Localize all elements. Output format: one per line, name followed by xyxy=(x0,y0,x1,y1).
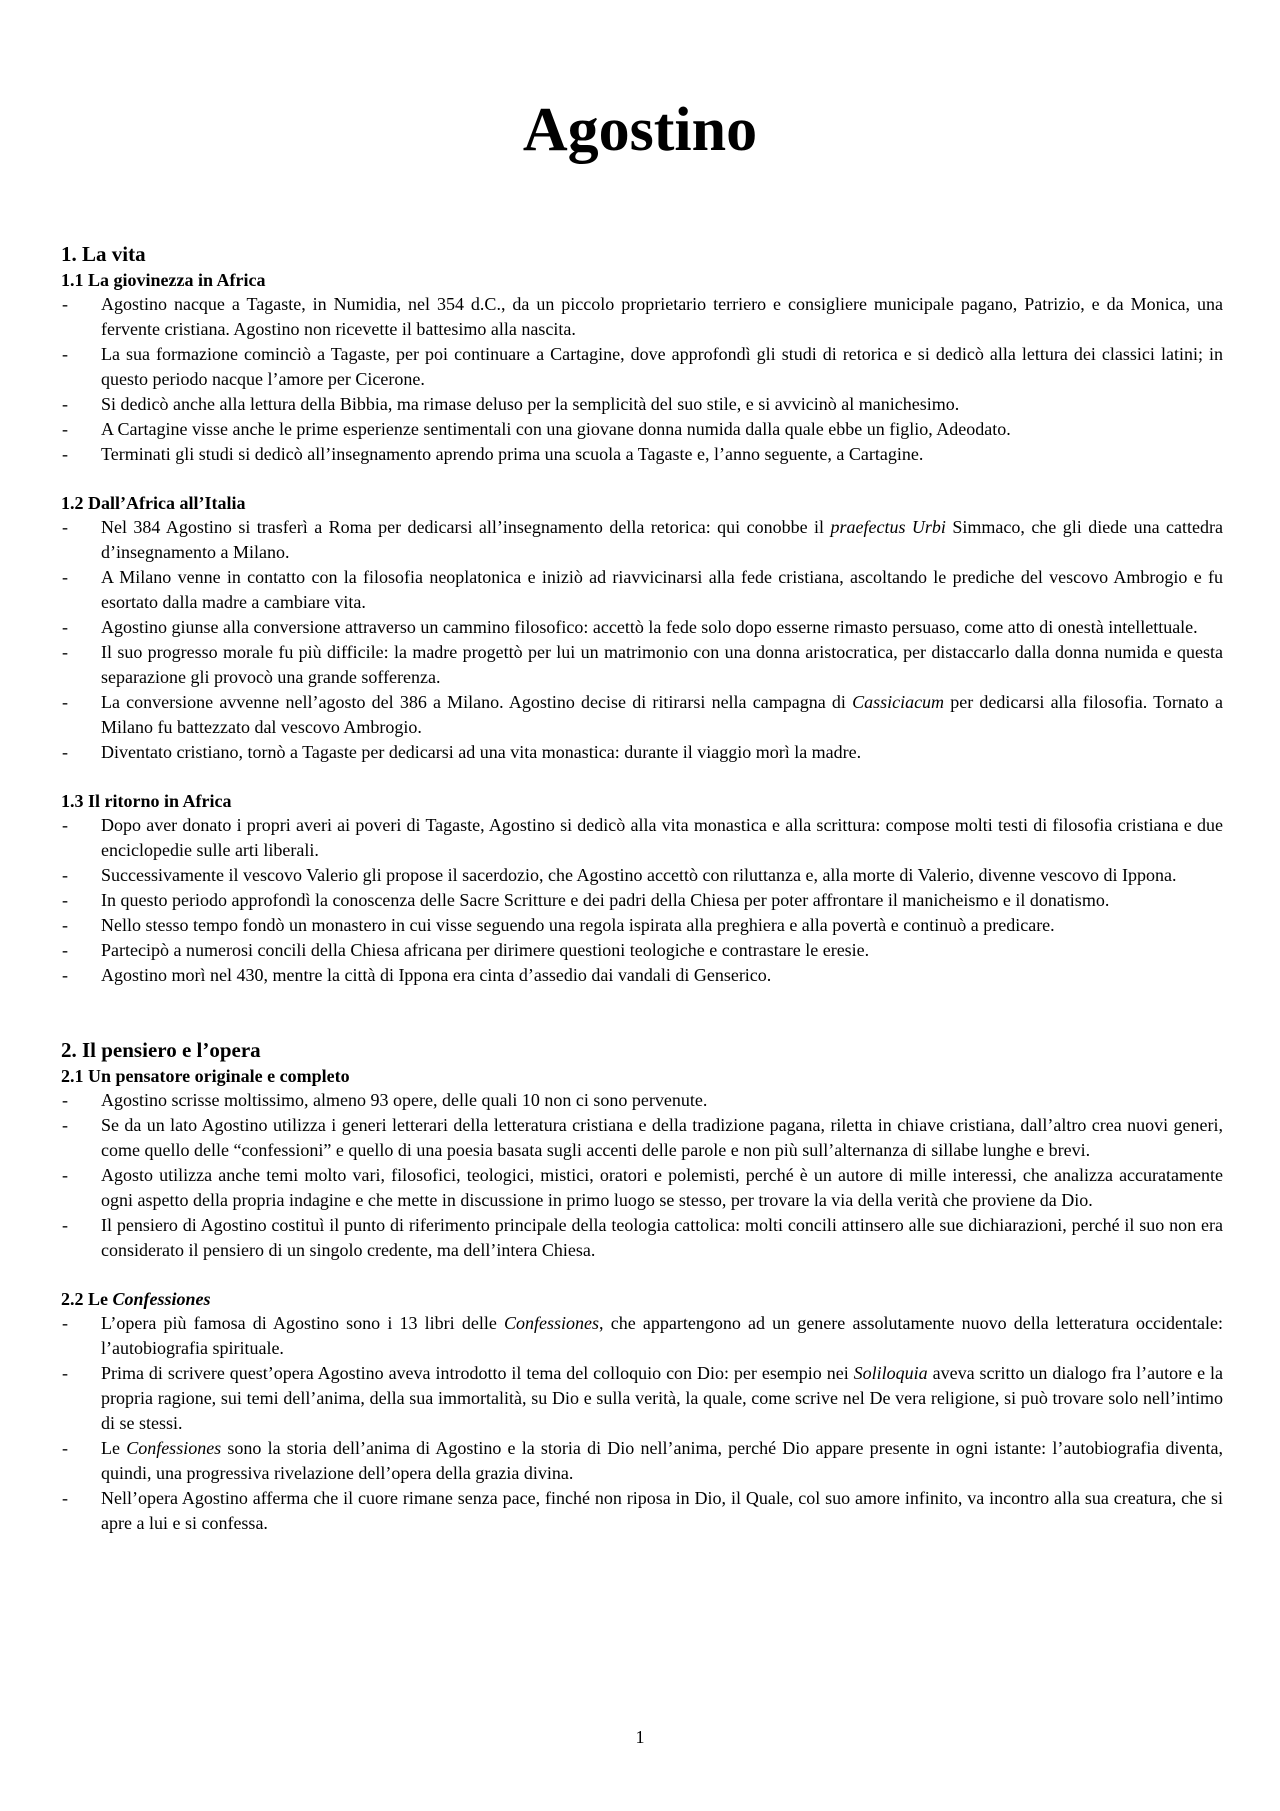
subsection-pensatore xyxy=(61,1064,1223,1263)
subsection-ritorno-africa xyxy=(61,789,1223,988)
list-item: - Nello stesso tempo fondò un monastero in cui visse seguendo una regola ispirata alla preghiera e alla povertà e continuò a predicare. xyxy=(62,915,1055,935)
list-item: - Nell’opera Agostino afferma che il cuore rimane senza pace, finché non riposa in Dio, il Quale, col suo amore infinito, va incontro alla sua creatura, che si apre a lui e si confessa. xyxy=(62,1488,1223,1533)
bullet-list xyxy=(61,813,1223,988)
bullet-list xyxy=(61,1088,1223,1263)
section-heading: 1. La vita xyxy=(61,242,146,266)
list-item: - Terminati gli studi si dedicò all’insegnamento aprendo prima una scuola a Tagaste e, l’anno seguente, a Cartagine. xyxy=(62,444,924,464)
page-title: Agostino xyxy=(522,96,758,164)
list-item: - Il suo progresso morale fu più difficile: la madre progettò per lui un matrimonio con una donna aristocratica, per distaccarlo dalla donna numida e questa separazione gli provocò una grande sofferenza. xyxy=(62,642,1223,687)
subsection-heading: 1.1 La giovinezza in Africa xyxy=(61,270,266,290)
list-item: - Agostino nacque a Tagaste, in Numidia, nel 354 d.C., da un piccolo proprietario terriero e consigliere municipale pagano, Patrizio, e da Monica, una fervente cristiana. Agostino non ricevette il battesimo alla nascita. xyxy=(62,294,1223,339)
subsection-heading: 2.2 Le Confessiones xyxy=(61,1289,211,1309)
bullet-list xyxy=(61,515,1223,765)
list-item: - Partecipò a numerosi concili della Chiesa africana per dirimere questioni teologiche e contrastare le eresie. xyxy=(62,940,870,960)
list-item: - Dopo aver donato i propri averi ai poveri di Tagaste, Agostino si dedicò alla vita monastica e alla scrittura: compose molti testi di filosofia cristiana e due enciclopedie sulle arti liberali. xyxy=(62,815,1223,860)
subsection-heading: 2.1 Un pensatore originale e completo xyxy=(61,1066,350,1086)
list-item: - Agostino scrisse moltissimo, almeno 93 opere, delle quali 10 non ci sono pervenute. xyxy=(62,1090,708,1110)
bullet-list xyxy=(61,292,1223,467)
list-item: - A Cartagine visse anche le prime esperienze sentimentali con una giovane donna numida dalla quale ebbe un figlio, Adeodato. xyxy=(62,419,1011,439)
section-heading: 2. Il pensiero e l’opera xyxy=(61,1038,261,1062)
list-item: - Diventato cristiano, tornò a Tagaste per dedicarsi ad una vita monastica: durante il viaggio morì la madre. xyxy=(62,742,862,762)
subsection-heading: 1.2 Dall’Africa all’Italia xyxy=(61,493,246,513)
list-item: - Il pensiero di Agostino costituì il punto di riferimento principale della teologia cattolica: molti concili attinsero alle sue dichiarazioni, perché il suo non era considerato il pensiero di un singolo credente, ma dell’intera Chiesa. xyxy=(62,1215,1223,1260)
list-item: - Agostino giunse alla conversione attraverso un cammino filosofico: accettò la fede solo dopo esserne rimasto persuaso, come atto di onestà intellettuale. xyxy=(62,617,1198,637)
section-la-vita xyxy=(61,240,1223,988)
list-item: - A Milano venne in contatto con la filosofia neoplatonica e iniziò ad riavvicinarsi alla fede cristiana, ascoltando le prediche del vescovo Ambrogio e fu esortato dalla madre a cambiare vita. xyxy=(62,567,1223,612)
list-item: - Si dedicò anche alla lettura della Bibbia, ma rimase deluso per la semplicità del suo stile, e si avvicinò al manichesimo. xyxy=(62,394,960,414)
subsection-africa-italia xyxy=(61,491,1223,765)
subsection-heading: 1.3 Il ritorno in Africa xyxy=(61,791,232,811)
subsection-giovinezza xyxy=(61,268,1223,467)
document-body xyxy=(61,240,1223,1536)
subsection-confessiones xyxy=(61,1287,1223,1536)
list-item: - La sua formazione cominciò a Tagaste, per poi continuare a Cartagine, dove approfondì gli studi di retorica e si dedicò alla lettura dei classici latini; in questo periodo nacque l’amore per Cicerone. xyxy=(62,344,1223,389)
list-item: - Successivamente il vescovo Valerio gli propose il sacerdozio, che Agostino accettò con riluttanza e, alla morte di Valerio, divenne vescovo di Ippona. xyxy=(62,865,1177,885)
bullet-list xyxy=(61,1311,1223,1536)
list-item: - Le Confessiones sono la storia dell’anima di Agostino e la storia di Dio nell’anima, perché Dio appare presente in ogni istante: l’autobiografia diventa, quindi, una progressiva rivelazione dell’opera della grazia divina. xyxy=(62,1438,1224,1483)
page-number: 1 xyxy=(635,1727,645,1747)
list-item: - Agosto utilizza anche temi molto vari, filosofici, teologici, mistici, oratori e polemisti, perché è un autore di mille interessi, che analizza accuratamente ogni aspetto della propria indagine e che mette in discussione in primo luogo se stesso, per trovare la via della verità che proviene da Dio. xyxy=(62,1165,1223,1210)
list-item: - Nel 384 Agostino si trasferì a Roma per dedicarsi all’insegnamento della retorica: qui conobbe il praefectus Urbi Simmaco, che gli diede una cattedra d’insegnamento a Milano. xyxy=(62,517,1224,562)
list-item: - Se da un lato Agostino utilizza i generi letterari della letteratura cristiana e della tradizione pagana, riletta in chiave cristiana, dall’altro crea nuovi generi, come quello delle “confessioni” e quello di una poesia basata sugli accenti delle parole e non più sull’alternanza di sillabe lunghe e brevi. xyxy=(62,1115,1223,1160)
list-item: - Prima di scrivere quest’opera Agostino aveva introdotto il tema del colloquio con Dio: per esempio nei Soliloquia aveva scritto un dialogo fra l’autore e la propria ragione, sui temi dell’anima, della sua immortalità, su Dio e sulla verità, la quale, come scrive nel De vera religione, si può trovare solo nell’intimo di se stessi. xyxy=(62,1363,1223,1433)
list-item: - In questo periodo approfondì la conoscenza delle Sacre Scritture e dei padri della Chiesa per poter affrontare il manicheismo e il donatismo. xyxy=(62,890,1110,910)
list-item: - Agostino morì nel 430, mentre la città di Ippona era cinta d’assedio dai vandali di Genserico. xyxy=(62,965,772,985)
section-pensiero-opera xyxy=(61,1036,1223,1536)
list-item: - L’opera più famosa di Agostino sono i 13 libri delle Confessiones, che appartengono ad un genere assolutamente nuovo della letteratura occidentale: l’autobiografia spirituale. xyxy=(62,1313,1223,1358)
list-item: - La conversione avvenne nell’agosto del 386 a Milano. Agostino decise di ritirarsi nella campagna di Cassiciacum per dedicarsi alla filosofia. Tornato a Milano fu battezzato dal vescovo Ambrogio. xyxy=(62,692,1223,737)
